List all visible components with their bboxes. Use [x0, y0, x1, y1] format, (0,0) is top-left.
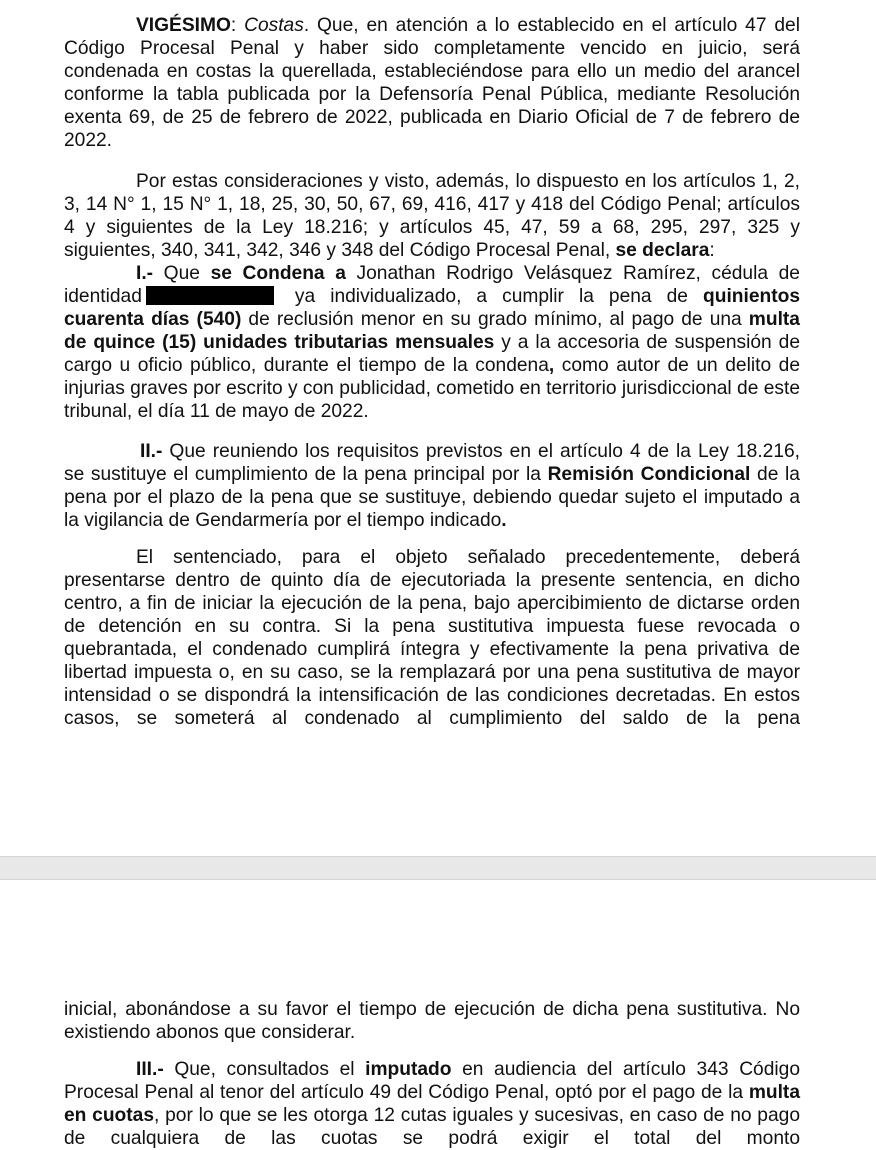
resolution-number: I.- — [136, 263, 154, 284]
se-declara-text: se declara — [615, 240, 710, 261]
paragraph-sentenciado: El sentenciado, para el objeto señalado precedentemente, deberá presentarse dentro de quinto día de ejecutoriada la presente sentencia, en dicho centro, a fin de iniciar la ejecución de la pena, bajo apercibimiento de dictarse orden de detención en su contra. Si la pena sustitutiva impuesta fuese revocada o quebrantada, el condenado cumplirá íntegra y efectivamente la pena privativa de libertad impuesta o, en su caso, se la remplazará por una pena sustitutiva de mayor intensidad o se dispondrá la intensificación de las condiciones decretadas. En estos casos, se someterá al condenado al cumplimiento del saldo de la pena — [64, 547, 800, 729]
paragraph-resolution-ii: II.- Que reuniendo los requisitos previstos en el artículo 4 de la Ley 18.216, se sustituye el cumplimiento de la pena principal por la Remisión Condicional de la pena por el plazo de la pena que se sustituye, debiendo quedar sujeto el imputado a la vigilancia de Gendarmería por el tiempo indicado. — [64, 441, 800, 531]
paragraph-inicial: inicial, abonándose a su favor el tiempo de ejecución de dicha pena sustitutiva. No existiendo abonos que considerar. — [64, 999, 800, 1043]
paragraph-resolution-i: I.- Que se Condena a Jonathan Rodrigo Velásquez Ramírez, cédula de identidad ya individualizado, a cumplir la pena de quinientos cuarenta días (540) de reclusión menor en su grado mínimo, al pago de una multa de quince (15) unidades tributarias mensuales y a la accesoria de suspensión de cargo u oficio público, durante el tiempo de la condena, como autor de un delito de injurias graves por escrito y con publicidad, cometido en territorio jurisdiccional de este tribunal, el día 11 de mayo de 2022. — [64, 263, 801, 422]
paragraph-consideraciones: Por estas consideraciones y visto, además, lo dispuesto en los artículos 1, 2, 3, 14 N° 1, 15 N° 1, 18, 25, 30, 50, 67, 69, 416, 417 y 418 del Código Penal; artículos 4 y siguientes de la Ley 18.216; y artículos 45, 47, 59 a 68, 295, 297, 325 y siguientes, 340, 341, 342, 346 y 348 del Código Procesal Penal, se declara: — [64, 171, 800, 261]
clause-heading: VIGÉSIMO — [136, 15, 231, 36]
resolution-number: III.- — [136, 1059, 164, 1080]
redaction-block — [146, 286, 274, 305]
document-page-2 — [0, 880, 876, 1148]
paragraph-vigesimo: VIGÉSIMO: Costas. Que, en atención a lo establecido en el artículo 47 del Código Procesal Penal y haber sido completamente vencido en juicio, será condenada en costas la querellada, estableciéndose para ello un medio del arancel conforme la tabla publicada por la Defensoría Penal Pública, mediante Resolución exenta 69, de 25 de febrero de 2022, publicada en Diario Oficial de 7 de febrero de 2022. — [64, 15, 800, 151]
clause-subject: Costas — [244, 15, 304, 36]
resolution-number: II.- — [140, 441, 163, 462]
page-break-separator — [0, 856, 876, 880]
paragraph-resolution-iii: III.- Que, consultados el imputado en audiencia del artículo 343 Código Procesal Penal al tenor del artículo 49 del Código Penal, optó por el pago de la multa en cuotas, por lo que se les otorga 12 cutas iguales y sucesivas, en caso de no pago de cualquiera de las cuotas se podrá exigir el total del monto — [64, 1059, 800, 1149]
